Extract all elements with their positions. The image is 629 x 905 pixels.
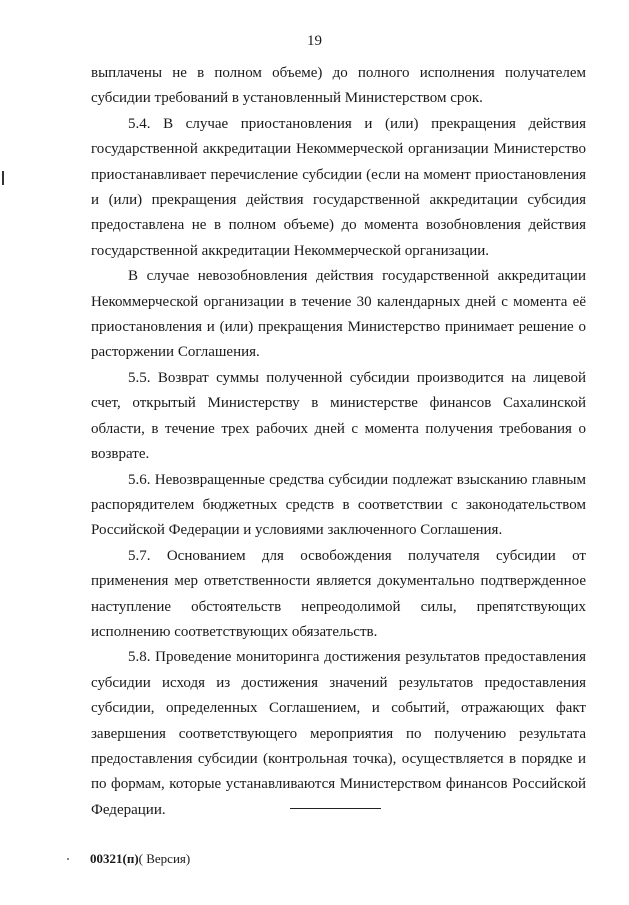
document-code: 00321(п) bbox=[90, 851, 139, 866]
page-number: 19 bbox=[307, 33, 322, 49]
paragraph-5-4: 5.4. В случае приостановления и (или) прекращения действия государственной аккредитации Некоммерческой организации Министерство приостанавливает перечисление субсидии (если на момент приостановления и (или) прекращения действия государственной аккредитации субсидия предоставлена не в полном объеме) до момента возобновления действия государственной аккредитации Некоммерческой организации. bbox=[91, 115, 586, 259]
paragraph-5-6: 5.6. Невозвращенные средства субсидии подлежат взысканию главным распорядителем бюджетных средств в соответствии с законодательством Российской Федерации и условиями заключенного Соглашения. bbox=[91, 471, 586, 539]
document-footer bbox=[90, 851, 190, 867]
document-body bbox=[91, 61, 586, 823]
document-version-label: ( Версия) bbox=[138, 851, 191, 866]
paragraph-continuation: выплачены не в полном объеме) до полного исполнения получателем субсидии требований в установленный Министерством срок. bbox=[91, 65, 586, 107]
paragraph-5-7: 5.7. Основанием для освобождения получателя субсидии от применения мер ответственности является документально подтвержденное наступление обстоятельств непреодолимой силы, препятствующих исполнению соответствующих обязательств. bbox=[91, 547, 586, 640]
scan-artifact-mark bbox=[2, 171, 4, 185]
closing-divider-line bbox=[290, 808, 381, 809]
paragraph-5-4-nonrenewal: В случае невозобновления действия государственной аккредитации Некоммерческой организации в течение 30 календарных дней с момента её приостановления и (или) прекращения Министерство принимает решение о расторжении Соглашения. bbox=[91, 268, 586, 361]
scan-artifact-dot bbox=[67, 858, 69, 860]
paragraph-5-8: 5.8. Проведение мониторинга достижения результатов предоставления субсидии исходя из достижения значений результатов предоставления субсидии, определенных Соглашением, и событий, отражающих факт завершения соответствующего мероприятия по получению результата предоставления субсидии (контрольная точка), осуществляется в порядке и по формам, которые устанавливаются Министерством финансов Российской Федерации. bbox=[91, 649, 586, 818]
paragraph-5-5: 5.5. Возврат суммы полученной субсидии производится на лицевой счет, открытый Министерству в министерстве финансов Сахалинской области, в течение трех рабочих дней с момента получения требования о возврате. bbox=[91, 369, 586, 463]
